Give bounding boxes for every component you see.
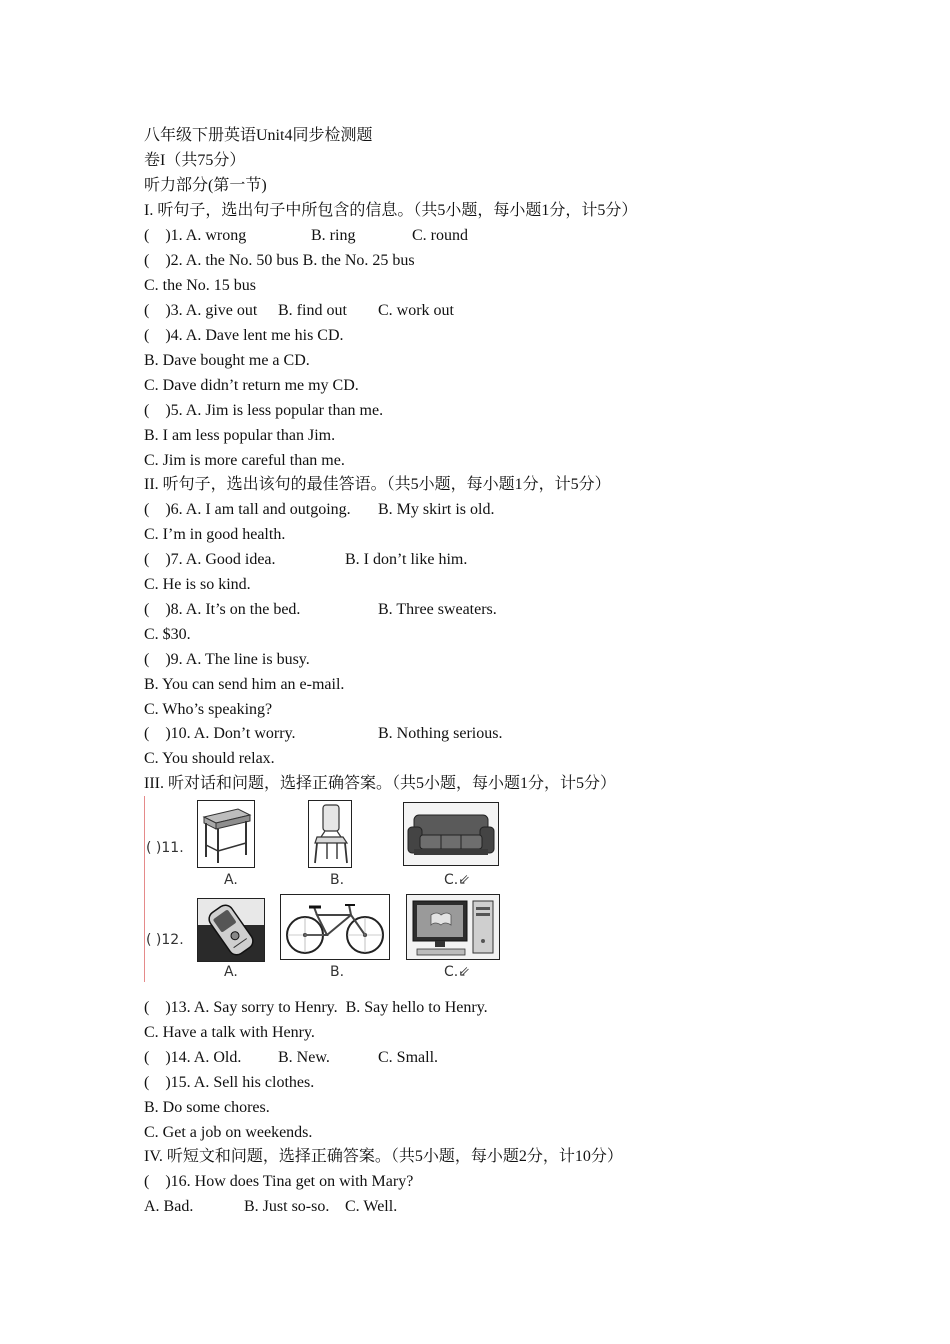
q8-stem: ( )8. A. It’s on the bed. bbox=[144, 601, 301, 618]
chair-icon bbox=[309, 801, 351, 867]
q7-option-b: B. I don’t like him. bbox=[345, 551, 468, 568]
q16-option-b: B. Just so-so. bbox=[244, 1198, 330, 1215]
computer-image bbox=[406, 894, 500, 960]
q10-option-c: C. You should relax. bbox=[144, 750, 275, 767]
question-7 bbox=[144, 547, 744, 572]
q2-option-c: C. the No. 15 bus bbox=[144, 277, 256, 294]
q8-option-c: C. $30. bbox=[144, 626, 191, 643]
section2-heading: II. 听句子，选出该句的最佳答语。（共5小题，每小题1分，计5分） bbox=[144, 476, 611, 493]
q14-option-c: C. Small. bbox=[378, 1049, 439, 1066]
question-14 bbox=[144, 1045, 744, 1070]
margin-rule bbox=[144, 796, 145, 982]
q1-option-c: C. round bbox=[412, 227, 468, 244]
q5-option-c: C. Jim is more careful than me. bbox=[144, 452, 345, 469]
q5-stem: ( )5. A. Jim is less popular than me. bbox=[144, 402, 384, 419]
question-16-options bbox=[144, 1194, 744, 1219]
q4-option-c: C. Dave didn’t return me my CD. bbox=[144, 377, 359, 394]
desk-icon bbox=[198, 801, 254, 867]
q15-option-b: B. Do some chores. bbox=[144, 1099, 270, 1116]
q10-stem: ( )10. A. Don’t worry. bbox=[144, 725, 296, 742]
sofa-image bbox=[403, 802, 499, 866]
q9-stem: ( )9. A. The line is busy. bbox=[144, 651, 310, 668]
sofa-icon bbox=[404, 803, 498, 865]
q8-option-b: B. Three sweaters. bbox=[378, 601, 497, 618]
q11-label: ( )11. bbox=[146, 840, 184, 856]
q16-option-c: C. Well. bbox=[345, 1198, 398, 1215]
doc-title: 八年级下册英语Unit4同步检测题 bbox=[144, 127, 373, 144]
q11-caption-c: C.⇙ bbox=[444, 872, 470, 888]
q12-caption-a: A. bbox=[224, 964, 238, 980]
question-1 bbox=[144, 223, 744, 248]
question-6 bbox=[144, 497, 744, 522]
q14-stem: ( )14. A. Old. bbox=[144, 1049, 242, 1066]
picture-questions-figure bbox=[144, 796, 514, 986]
q3-option-c: C. work out bbox=[378, 302, 454, 319]
q1-option-b: B. ring bbox=[311, 227, 356, 244]
q7-stem: ( )7. A. Good idea. bbox=[144, 551, 276, 568]
computer-icon bbox=[407, 895, 499, 959]
bicycle-image bbox=[280, 894, 390, 960]
section1-heading: I. 听句子，选出句子中所包含的信息。（共5小题，每小题1分，计5分） bbox=[144, 202, 638, 219]
q1-stem: ( )1. A. wrong bbox=[144, 227, 247, 244]
q5-option-b: B. I am less popular than Jim. bbox=[144, 427, 336, 444]
bicycle-icon bbox=[281, 895, 389, 959]
q6-stem: ( )6. A. I am tall and outgoing. bbox=[144, 501, 351, 518]
mobile-phone-icon bbox=[198, 899, 264, 961]
q2-stem: ( )2. A. the No. 50 bus B. the No. 25 bus bbox=[144, 252, 415, 269]
q12-caption-c: C.⇙ bbox=[444, 964, 470, 980]
q16-stem: ( )16. How does Tina get on with Mary? bbox=[144, 1173, 414, 1190]
q7-option-c: C. He is so kind. bbox=[144, 576, 251, 593]
q12-label: ( )12. bbox=[146, 932, 184, 948]
phone-image bbox=[197, 898, 265, 962]
section3-heading: III. 听对话和问题，选择正确答案。（共5小题，每小题1分，计5分） bbox=[144, 775, 616, 792]
q4-stem: ( )4. A. Dave lent me his CD. bbox=[144, 327, 344, 344]
paper-label: 卷I（共75分） bbox=[144, 152, 246, 169]
q3-option-b: B. find out bbox=[278, 302, 347, 319]
q16-option-a: A. Bad. bbox=[144, 1198, 194, 1215]
q15-option-c: C. Get a job on weekends. bbox=[144, 1124, 313, 1141]
q12-caption-b: B. bbox=[330, 964, 345, 980]
q13-stem: ( )13. A. Say sorry to Henry. B. Say hello to Henry. bbox=[144, 999, 488, 1016]
section4-heading: IV. 听短文和问题，选择正确答案。（共5小题，每小题2分，计10分） bbox=[144, 1148, 623, 1165]
q11-caption-b: B. bbox=[330, 872, 345, 888]
q13-option-c: C. Have a talk with Henry. bbox=[144, 1024, 315, 1041]
q9-option-c: C. Who’s speaking? bbox=[144, 701, 273, 718]
q11-caption-a: A. bbox=[224, 872, 238, 888]
part-label: 听力部分(第一节) bbox=[144, 177, 267, 194]
desk-image bbox=[197, 800, 255, 868]
q3-stem: ( )3. A. give out bbox=[144, 302, 258, 319]
q6-option-c: C. I’m in good health. bbox=[144, 526, 286, 543]
question-3 bbox=[144, 298, 744, 323]
q14-option-b: B. New. bbox=[278, 1049, 330, 1066]
question-10 bbox=[144, 721, 744, 746]
chair-image bbox=[308, 800, 352, 868]
q15-stem: ( )15. A. Sell his clothes. bbox=[144, 1074, 315, 1091]
q6-option-b: B. My skirt is old. bbox=[378, 501, 495, 518]
question-8 bbox=[144, 597, 744, 622]
q10-option-b: B. Nothing serious. bbox=[378, 725, 503, 742]
q4-option-b: B. Dave bought me a CD. bbox=[144, 352, 310, 369]
q9-option-b: B. You can send him an e-mail. bbox=[144, 676, 345, 693]
